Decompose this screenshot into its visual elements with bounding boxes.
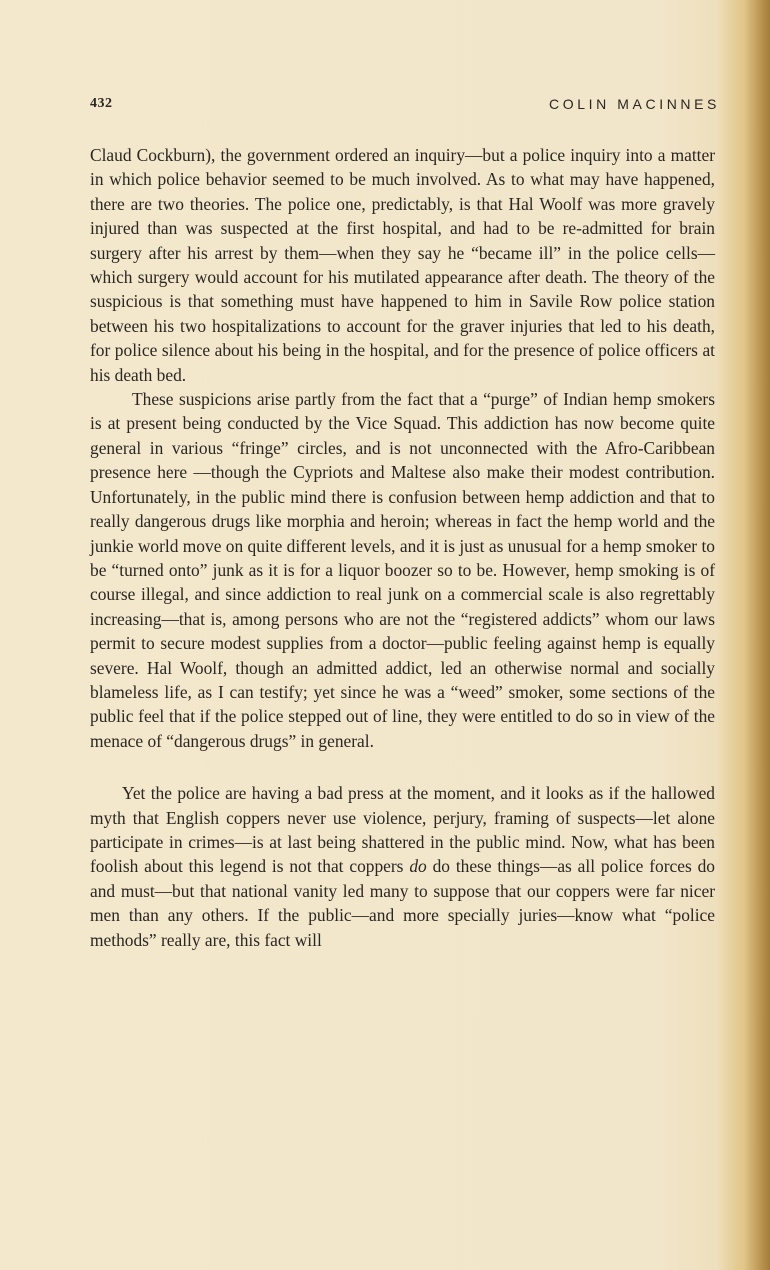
paragraph-text: Yet the police are having a bad press at the moment, and it looks as if the hallowed myth that English coppers never use violence, perjury, framing of suspects—let alone participate in crimes—is at last being shattered in the public mind. Now, what has been foolish about this legend is not that coppers bbox=[90, 783, 715, 877]
paragraph-section-start bbox=[90, 781, 715, 952]
running-head: COLIN MACINNES bbox=[549, 96, 720, 112]
page-number: 432 bbox=[90, 96, 113, 111]
body-text bbox=[90, 143, 715, 952]
page-header bbox=[90, 96, 720, 116]
book-spine-shadow bbox=[744, 0, 770, 1270]
paragraph: These suspicions arise partly from the fact that a “purge” of Indian hemp smokers is at present being conducted by the Vice Squad. This addiction has now become quite general in various “fringe” circles, and is not unconnected with the Afro-Caribbean presence here —though the Cypriots and Maltese also make their modest contribution. Unfortunately, in the public mind there is confusion between hemp addiction and that to really dangerous drugs like morphia and heroin; whereas in fact the hemp world and the junkie world move on quite different levels, and it is just as unusual for a hemp smoker to be “turned onto” junk as it is for a liquor boozer so to be. However, hemp smoking is of course illegal, and since addiction to real junk on a commercial scale is also regrettably increasing—that is, among persons who are not the “registered addicts” whom our laws permit to secure modest supplies from a doctor—public feeling against hemp is equally severe. Hal Woolf, though an admitted addict, led an otherwise normal and socially blameless life, as I can testify; yet since he was a “weed” smoker, some sections of the public feel that if the police stepped out of line, they were entitled to do so in view of the menace of “dangerous drugs” in general. bbox=[90, 389, 715, 751]
paragraph-continued: Claud Cockburn), the government ordered an inquiry—but a police inquiry into a matter in which police behavior seemed to be much involved. As to what may have happened, there are two theories. The police one, predictably, is that Hal Woolf was more gravely injured than was suspected at the first hospital, and had to be re-admitted for brain surgery after his arrest by them—when they say he “became ill” in the police cells—which surgery would account for his mutilated appearance after death. The theory of the suspicious is that something must have happened to him in Savile Row police station between his two hospitalizations to account for the graver injuries that led to his death, for police silence about his being in the hospital, and for the presence of police officers at his death bed. bbox=[90, 145, 715, 385]
paragraph-text: do these things—as all police forces do and must—but that national vanity led many to suppose that our coppers were far nicer men than any others. If the public—and more specially juries—know what “police methods” really are, this fact will bbox=[90, 856, 715, 950]
emphasized-word: do bbox=[409, 856, 427, 877]
